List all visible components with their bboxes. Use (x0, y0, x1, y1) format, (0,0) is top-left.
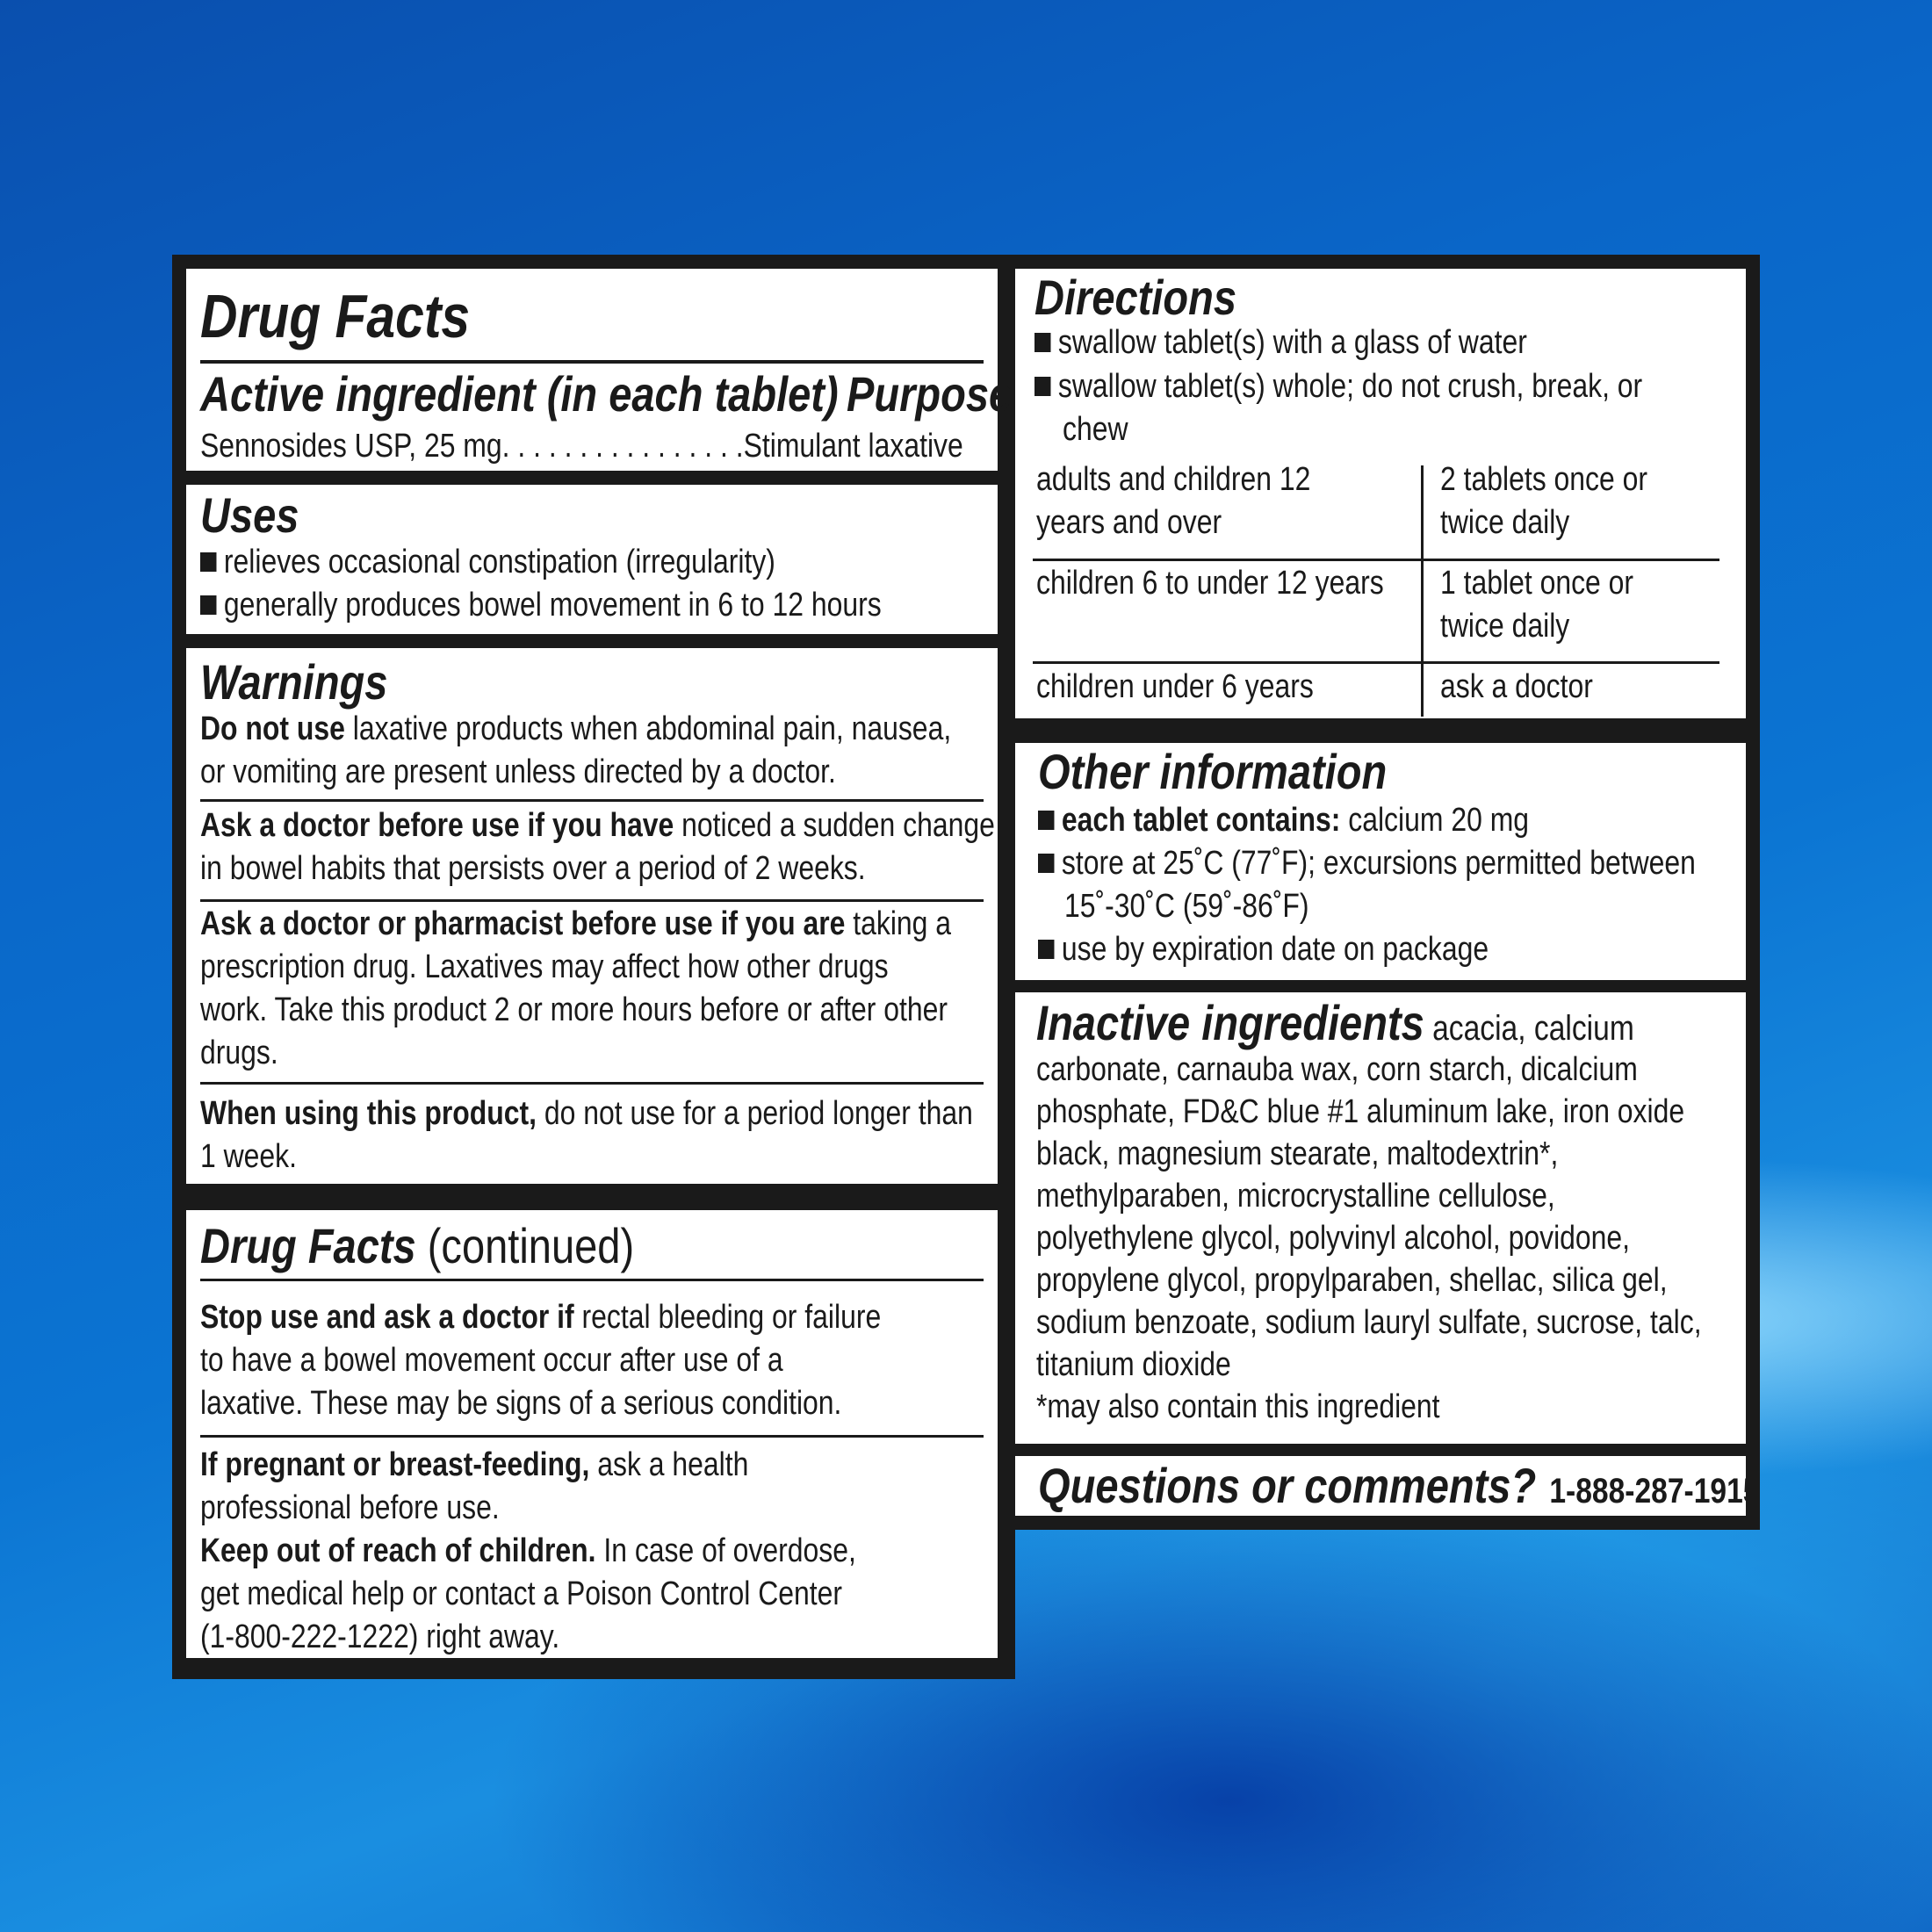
divider (200, 799, 984, 802)
when-using-line-1: When using this product, do not use for a period longer than (200, 1095, 973, 1132)
ask-doctor-line-1: Ask a doctor before use if you have noticed a sudden change (200, 807, 995, 844)
continued-title: Drug Facts (200, 1218, 416, 1273)
divider (200, 1279, 984, 1281)
bullet-icon (200, 595, 216, 615)
table-row-1-dose-line-2: twice daily (1440, 504, 1570, 541)
divider (200, 1082, 984, 1085)
table-row-2-dose-line-2: twice daily (1440, 608, 1570, 645)
inactive-line-3: phosphate, FD&C blue #1 aluminum lake, iron oxide (1036, 1093, 1685, 1130)
inactive-line-4: black, magnesium stearate, maltodextrin*, (1036, 1135, 1559, 1172)
uses-item-1: relieves occasional constipation (irregularity) (200, 541, 775, 583)
table-row-2-age: children 6 to under 12 years (1036, 565, 1384, 602)
stop-use-line-1: Stop use and ask a doctor if rectal bleeding or failure (200, 1299, 882, 1336)
pregnant-line-1: If pregnant or breast-feeding, ask a health (200, 1446, 749, 1483)
stop-use-line-3: laxative. These may be signs of a serious condition. (200, 1385, 842, 1422)
questions-heading: Questions or comments? (1038, 1458, 1537, 1513)
purpose-value: Stimulant laxative (743, 428, 963, 465)
inactive-ingredients-heading: Inactive ingredients (1036, 995, 1424, 1050)
inactive-line-1: Inactive ingredients acacia, calcium (1036, 995, 1634, 1050)
directions-item-2-line-2: chew (1063, 411, 1128, 448)
pregnant-line-2: professional before use. (200, 1489, 500, 1526)
active-ingredient-heading: Active ingredient (in each tablet) (200, 366, 839, 422)
inactive-line-7: propylene glycol, propylparaben, shellac, silica gel, (1036, 1262, 1668, 1299)
ask-doctor-line-2: in bowel habits that persists over a period of 2 weeks. (200, 850, 866, 887)
directions-item-2-line-1: swallow tablet(s) whole; do not crush, break, or (1034, 365, 1642, 407)
inactive-line-6: polyethylene glycol, polyvinyl alcohol, povidone, (1036, 1220, 1631, 1257)
other-info-item-2-line-1: store at 25˚C (77˚F); excursions permitted between (1038, 842, 1696, 884)
bullet-icon (1034, 333, 1050, 352)
inactive-line-8: sodium benzoate, sodium lauryl sulfate, sucrose, talc, (1036, 1304, 1702, 1341)
directions-box (1015, 269, 1746, 718)
divider (200, 1435, 984, 1438)
ask-pharmacist-line-4: drugs. (200, 1034, 278, 1071)
bullet-icon (1038, 811, 1054, 830)
leader-dots: . . . . . . . . . . . . . . . . (501, 428, 744, 465)
table-row-3-age: children under 6 years (1036, 668, 1314, 705)
inactive-line-5: methylparaben, microcrystalline cellulose, (1036, 1178, 1555, 1215)
do-not-use-line-2: or vomiting are present unless directed by a doctor. (200, 753, 836, 790)
inactive-ingredients-box (1015, 992, 1746, 1444)
bullet-icon (1034, 377, 1050, 396)
other-info-item-1: each tablet contains: calcium 20 mg (1038, 799, 1529, 841)
other-information-box (1015, 743, 1746, 980)
warnings-heading: Warnings (200, 654, 388, 710)
inactive-line-2: carbonate, carnauba wax, corn starch, dicalcium (1036, 1051, 1638, 1088)
table-row-divider (1033, 661, 1719, 664)
table-column-divider (1421, 465, 1424, 717)
uses-item-2: generally produces bowel movement in 6 to 12 hours (200, 584, 882, 626)
keep-out-line-3: (1-800-222-1222) right away. (200, 1618, 560, 1655)
active-ingredient-box (186, 269, 1013, 471)
ask-pharmacist-line-1: Ask a doctor or pharmacist before use if you are taking a (200, 905, 952, 942)
table-row-2-dose-line-1: 1 tablet once or (1440, 565, 1634, 602)
other-information-heading: Other information (1038, 744, 1388, 799)
table-row-1-dose-line-1: 2 tablets once or (1440, 461, 1648, 498)
active-ingredient-line (200, 425, 963, 467)
keep-out-line-2: get medical help or contact a Poison Control Center (200, 1575, 843, 1612)
uses-heading: Uses (200, 487, 299, 543)
other-info-item-2-line-2: 15˚-30˚C (59˚-86˚F) (1064, 888, 1309, 925)
drug-facts-continued-box (186, 1210, 998, 1658)
ask-pharmacist-line-3: work. Take this product 2 or more hours before or after other (200, 991, 948, 1028)
warnings-box (186, 648, 998, 1184)
continued-suffix: (continued) (415, 1218, 635, 1273)
questions-phone: 1-888-287-1915 (1549, 1472, 1760, 1510)
table-row-1-age-line-2: years and over (1036, 504, 1222, 541)
continued-title-line (200, 1217, 634, 1275)
active-ingredient-name: Sennosides USP, 25 mg (200, 428, 502, 465)
table-row-3-dose: ask a doctor (1440, 668, 1593, 705)
stop-use-line-2: to have a bowel movement occur after use of a (200, 1342, 783, 1379)
bullet-icon (1038, 854, 1054, 873)
inactive-line-9: titanium dioxide (1036, 1346, 1231, 1383)
directions-item-1: swallow tablet(s) with a glass of water (1034, 321, 1527, 364)
purpose-heading: Purpose (847, 366, 1013, 422)
drug-facts-left-panel (172, 255, 1015, 1679)
bullet-icon (1038, 940, 1054, 959)
questions-line (1038, 1458, 1759, 1519)
bullet-icon (200, 552, 216, 572)
table-row-1-age-line-1: adults and children 12 (1036, 461, 1311, 498)
ask-pharmacist-line-2: prescription drug. Laxatives may affect how other drugs (200, 948, 889, 985)
directions-heading: Directions (1034, 270, 1237, 325)
table-row-divider (1033, 559, 1719, 561)
questions-box (1015, 1456, 1760, 1516)
drug-facts-title: Drug Facts (200, 282, 471, 350)
other-info-item-3: use by expiration date on package (1038, 928, 1489, 970)
keep-out-line-1: Keep out of reach of children. In case of overdose, (200, 1532, 856, 1569)
divider (200, 899, 984, 902)
drug-facts-right-panel (1015, 255, 1760, 1530)
when-using-line-2: 1 week. (200, 1138, 298, 1175)
inactive-footnote: *may also contain this ingredient (1036, 1388, 1440, 1425)
divider (200, 360, 984, 364)
do-not-use-line-1: Do not use laxative products when abdominal pain, nausea, (200, 710, 952, 747)
uses-box (186, 485, 998, 634)
